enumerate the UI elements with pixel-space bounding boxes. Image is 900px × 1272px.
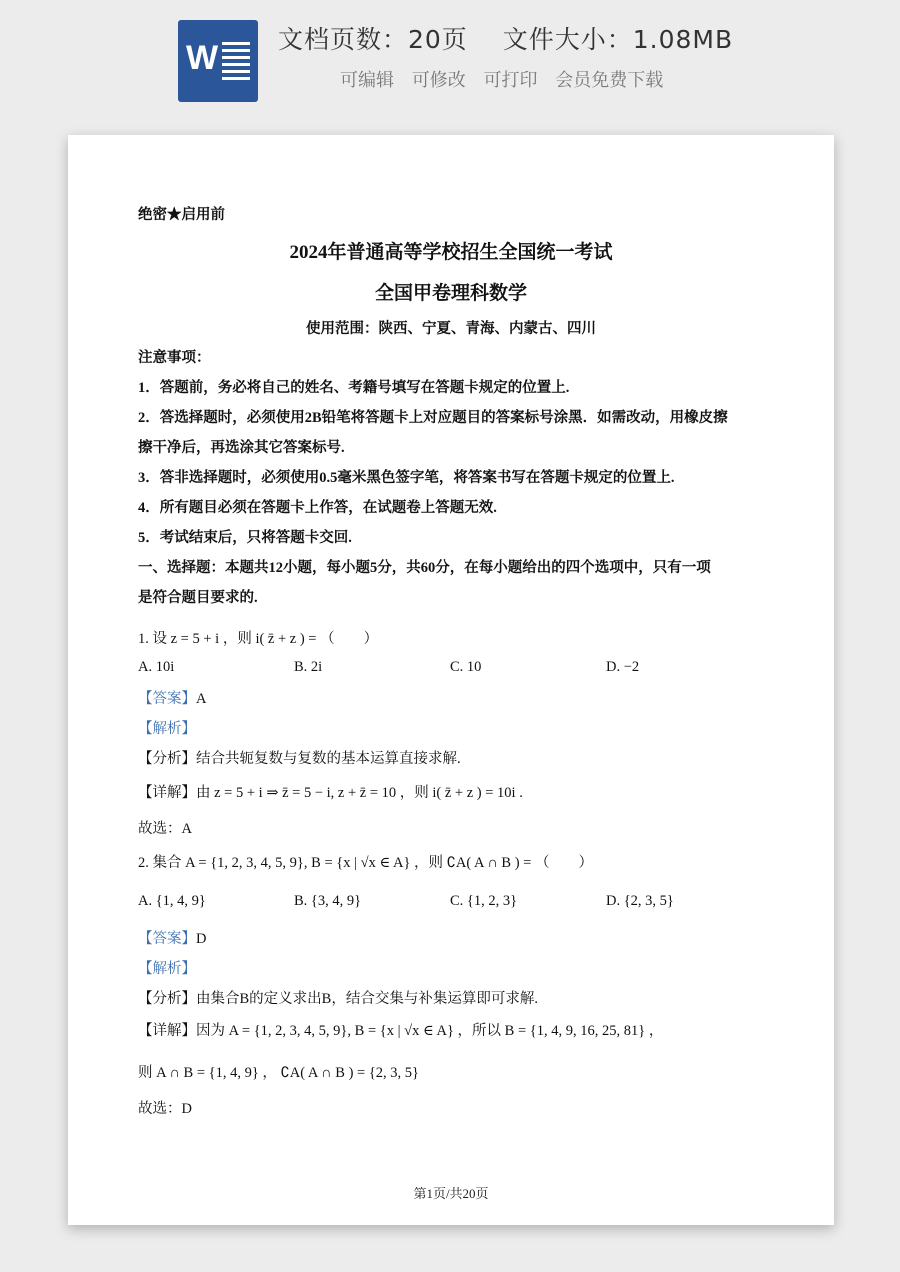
notice-item: 1．答题前，务必将自己的姓名、考籍号填写在答题卡规定的位置上. xyxy=(138,380,570,396)
q2-analysis-tag: 【解析】 xyxy=(138,961,196,977)
page-footer: 第1页/共20页 xyxy=(413,1186,489,1201)
notice-item: 擦干净后，再选涂其它答案标号. xyxy=(138,440,345,456)
feature-item: 会员免费下载 xyxy=(555,70,664,91)
exam-subtitle: 全国甲卷理科数学 xyxy=(374,283,527,304)
q1-option-b: B. 2i xyxy=(294,659,323,675)
download-banner xyxy=(0,0,900,120)
q2-option-d: D. {2, 3, 5} xyxy=(606,893,674,909)
q1-fenxi xyxy=(138,749,461,769)
fenxi-text: 由集合B的定义求出B，结合交集与补集运算即可求解. xyxy=(196,991,538,1007)
q1-option-d: D. −2 xyxy=(606,659,640,675)
q2-detail xyxy=(138,1021,663,1041)
notice-item: 5．考试结束后，只将答题卡交回. xyxy=(138,530,352,546)
q2-option-c: C. {1, 2, 3} xyxy=(450,893,518,909)
document-page xyxy=(68,135,834,1225)
word-document-icon: W xyxy=(178,20,258,102)
q1-option-a: A. 10i xyxy=(138,659,175,675)
fenxi-tag: 【分析】 xyxy=(138,751,196,767)
notice-item: 2．答选择题时，必须使用2B铅笔将答题卡上对应题目的答案标号涂黑．如需改动，用橡皮擦 xyxy=(138,410,728,426)
scope-line: 使用范围：陕西、宁夏、青海、内蒙古、四川 xyxy=(306,321,596,337)
question-2-stem: 2. 集合 A = {1, 2, 3, 4, 5, 9}, B = {x | √x ∈ A} ，则 ∁A( A ∩ B ) = （ ） xyxy=(138,855,593,871)
feature-list xyxy=(340,66,675,92)
feature-item: 可修改 xyxy=(411,70,466,91)
answer-tag: 【答案】 xyxy=(138,931,196,947)
page-count: 文档页数：20页 xyxy=(278,25,468,54)
detail-tag: 【详解】 xyxy=(138,1023,196,1039)
notice-item: 4．所有题目必须在答题卡上作答，在试题卷上答题无效. xyxy=(138,500,497,516)
answer-tag: 【答案】 xyxy=(138,691,196,707)
fenxi-tag: 【分析】 xyxy=(138,991,196,1007)
detail-text: 因为 A = {1, 2, 3, 4, 5, 9}, B = {x | √x ∈ A} ，所以 B = {1, 4, 9, 16, 25, 81} ， xyxy=(196,1023,664,1039)
q2-option-a: A. {1, 4, 9} xyxy=(138,893,206,909)
notice-item: 3．答非选择题时，必须使用0.5毫米黑色签字笔，将答案书写在答题卡规定的位置上. xyxy=(138,470,675,486)
q2-fenxi xyxy=(138,989,538,1009)
detail-text: 由 z = 5 + i ⇒ z̄ = 5 − i, z + z̄ = 10 ，则 i( z̄ + z ) = 10i . xyxy=(196,785,523,801)
q1-choose: 故选：A xyxy=(138,821,192,837)
secret-label: 绝密★启用前 xyxy=(138,207,225,223)
question-1-stem: 1. 设 z = 5 + i ，则 i( z̄ + z ) = （ ） xyxy=(138,631,379,647)
q2-detail-cont: 则 A ∩ B = {1, 4, 9} ， ∁A( A ∩ B ) = {2, 3, 5} xyxy=(138,1065,420,1081)
document-info xyxy=(278,20,759,56)
q1-analysis-tag: 【解析】 xyxy=(138,721,196,737)
q2-choose: 故选：D xyxy=(138,1101,192,1117)
detail-tag: 【详解】 xyxy=(138,785,196,801)
section-heading: 一、选择题：本题共12小题，每小题5分，共60分，在每小题给出的四个选项中，只有一项 xyxy=(138,560,711,576)
fenxi-text: 结合共轭复数与复数的基本运算直接求解. xyxy=(196,751,461,767)
q2-option-b: B. {3, 4, 9} xyxy=(294,893,362,909)
answer-value: A xyxy=(196,691,207,707)
feature-item: 可编辑 xyxy=(340,70,394,91)
file-size: 文件大小：1.08MB xyxy=(502,25,734,54)
q1-detail xyxy=(138,783,523,803)
section-heading-cont: 是符合题目要求的. xyxy=(138,590,258,606)
feature-item: 可打印 xyxy=(483,70,538,91)
q2-answer xyxy=(138,929,206,949)
exam-title: 2024年普通高等学校招生全国统一考试 xyxy=(289,242,613,263)
answer-value: D xyxy=(196,931,207,947)
notice-heading: 注意事项： xyxy=(138,350,211,366)
q1-answer xyxy=(138,689,206,709)
q1-option-c: C. 10 xyxy=(450,659,482,675)
